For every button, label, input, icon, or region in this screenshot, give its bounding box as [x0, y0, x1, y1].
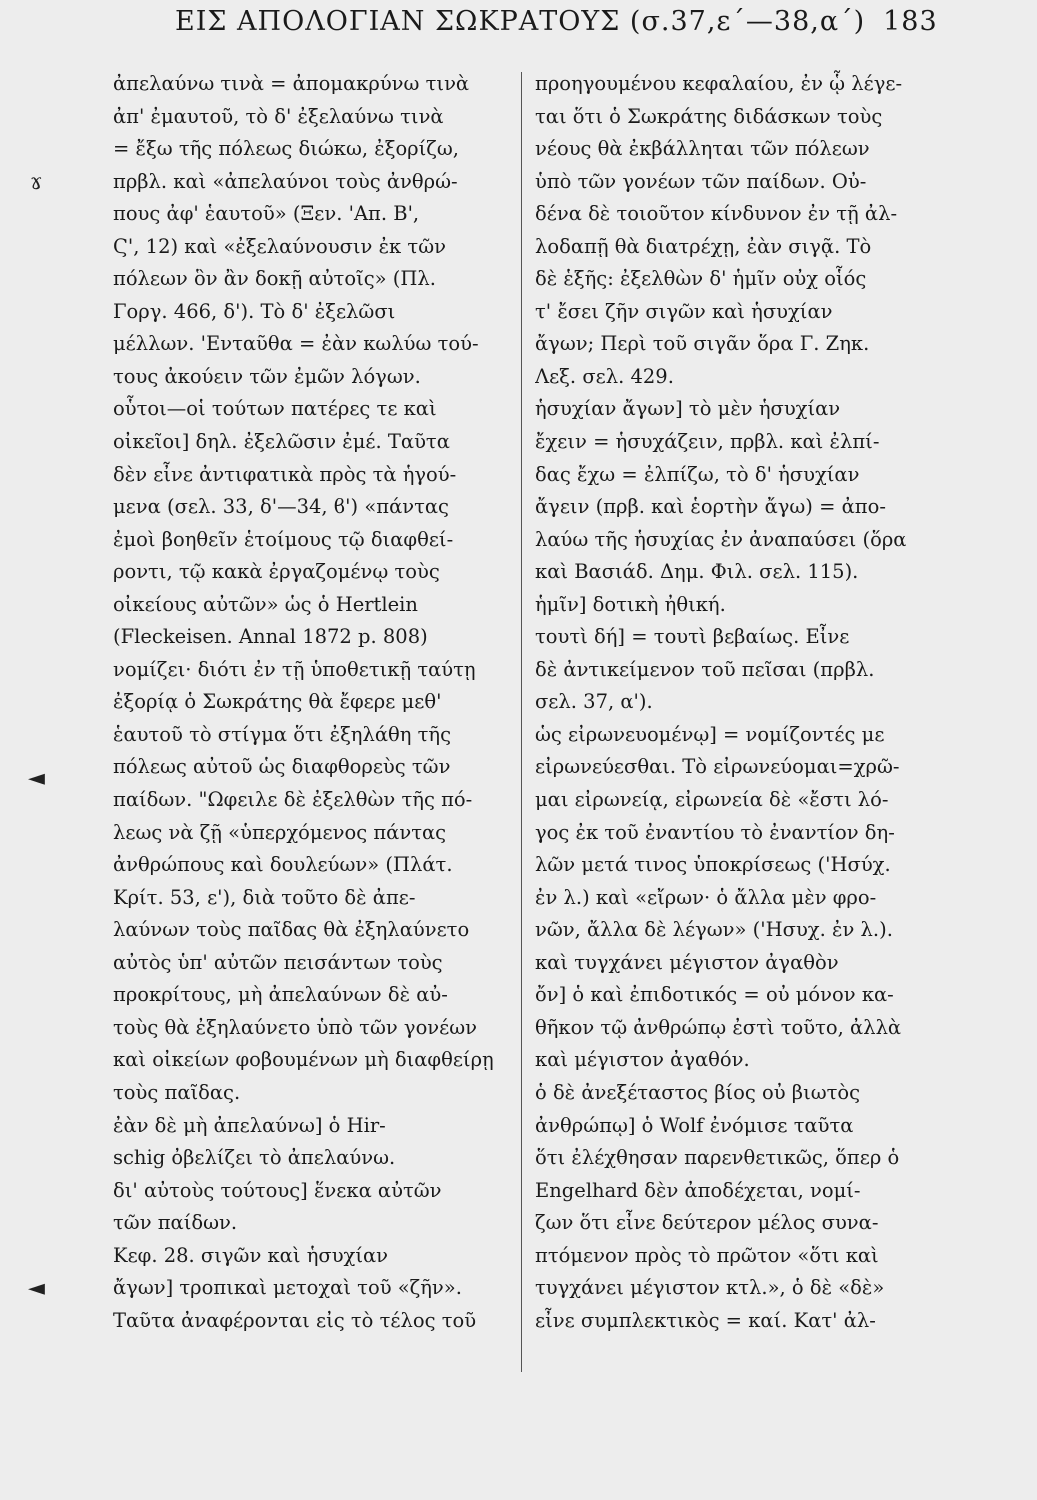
text-line: θῆκον τῷ ἀνθρώπῳ ἐστὶ τοῦτο, ἀλλὰ: [535, 1015, 902, 1039]
text-line: καὶ μέγιστον ἀγαθόν.: [535, 1048, 750, 1072]
column-divider: [521, 72, 522, 1372]
text-line: νομίζει· διότι ἐν τῇ ὑποθετικῇ ταύτῃ: [113, 657, 476, 681]
text-line: νέους θὰ ἐκβάλληται τῶν πόλεων: [535, 137, 870, 161]
margin-mark: ◄: [28, 1276, 45, 1301]
text-line: ἑαυτοῦ τὸ στίγμα ὅτι ἐξηλάθη τῆς: [113, 722, 452, 746]
text-line: προκρίτους, μὴ ἀπελαύνων δὲ αὐ-: [113, 983, 448, 1007]
text-line: Κεφ. 28. σιγῶν καὶ ἡσυχίαν: [113, 1243, 389, 1267]
text-line: Engelhard δὲν ἀποδέχεται, νομί-: [535, 1178, 861, 1202]
text-line: ἐν λ.) καὶ «εἴρων· ὁ ἄλλα μὲν φρο-: [535, 885, 877, 909]
text-line: τ' ἔσει ζῆν σιγῶν καὶ ἡσυχίαν: [535, 299, 833, 323]
text-line: τοὺς παῖδας.: [113, 1080, 241, 1104]
text-line: παίδων. "Ωφειλε δὲ ἐξελθὼν τῆς πό-: [113, 788, 473, 812]
text-line: Ταῦτα ἀναφέρονται εἰς τὸ τέλος τοῦ: [113, 1308, 477, 1332]
text-line: τους ἀκούειν τῶν ἐμῶν λόγων.: [113, 364, 421, 388]
text-line: ἀπ' ἐμαυτοῦ, τὸ δ' ἐξελαύνω τινὰ: [113, 104, 444, 128]
text-line: ἀπελαύνω τινὰ = ἀπομακρύνω τινὰ: [113, 72, 470, 95]
text-line: λεως νὰ ζῇ «ὑπερχόμενος πάντας: [113, 820, 447, 844]
text-line: ἄγων; Περὶ τοῦ σιγᾶν ὅρα Γ. Ζηκ.: [535, 332, 870, 356]
text-line: οἰκεῖοι] δηλ. ἐξελῶσιν ἐμέ. Ταῦτα: [113, 430, 450, 454]
text-line: ἀνθρώπῳ] ὁ Wolf ἐνόμισε ταῦτα: [535, 1113, 854, 1137]
text-line: = ἔξω τῆς πόλεως διώκω, ἐξορίζω,: [113, 137, 459, 161]
text-line: schig ὀβελίζει τὸ ἀπελαύνω.: [113, 1146, 396, 1170]
text-line: ὅτι ἐλέχθησαν παρενθετικῶς, ὅπερ ὁ: [535, 1146, 900, 1170]
text-line: ὑπὸ τῶν γονέων τῶν παίδων. Οὐ-: [535, 169, 867, 193]
margin-mark: ɤ: [30, 170, 43, 195]
text-line: ἄγειν (πρβ. καὶ ἑορτὴν ἄγω) = ἀπο-: [535, 495, 886, 519]
text-line: Γοργ. 466, δ'). Τὸ δ' ἐξελῶσι: [113, 299, 396, 323]
text-line: τυγχάνει μέγιστον κτλ.», ὁ δὲ «δὲ»: [535, 1276, 885, 1300]
text-line: τῶν παίδων.: [113, 1211, 238, 1235]
text-line: οἰκείους αὐτῶν» ὡς ὁ Hertlein: [113, 592, 418, 616]
text-line: δὲ ἀντικείμενον τοῦ πεῖσαι (πρβλ.: [535, 657, 875, 681]
text-line: ὁ δὲ ἀνεξέταστος βίος οὐ βιωτὸς: [535, 1080, 861, 1104]
text-line: γος ἐκ τοῦ ἐναντίου τὸ ἐναντίον δη-: [535, 820, 895, 844]
text-line: λαύνων τοὺς παῖδας θὰ ἐξηλαύνετο: [113, 918, 470, 942]
header-title: ΕΙΣ ΑΠΟΛΟΓΙΑΝ ΣΩΚΡΑΤΟΥΣ (σ.37,ε΄—38,α΄): [175, 6, 866, 37]
text-line: σελ. 37, α').: [535, 690, 653, 714]
text-line: νῶν, ἄλλα δὲ λέγων» ('Ησυχ. ἐν λ.).: [535, 918, 893, 942]
text-line: ἐὰν δὲ μὴ ἀπελαύνω] ὁ Hir-: [113, 1113, 386, 1137]
text-line: τουτὶ δή] = τουτὶ βεβαίως. Εἶνε: [535, 625, 850, 649]
text-line: πρβλ. καὶ «ἀπελαύνοι τοὺς ἀνθρώ-: [113, 169, 458, 193]
text-line: ἐμοὶ βοηθεῖν ἑτοίμους τῷ διαφθεί-: [113, 527, 454, 551]
text-line: δας ἔχω = ἐλπίζω, τὸ δ' ἡσυχίαν: [535, 462, 860, 486]
left-column: [113, 68, 510, 1337]
text-line: εἶνε συμπλεκτικὸς = καί. Κατ' ἀλ-: [535, 1308, 876, 1332]
text-line: Ϛ', 12) καὶ «ἐξελαύνουσιν ἐκ τῶν: [113, 234, 446, 258]
text-line: οὗτοι—οἱ τούτων πατέρες τε καὶ: [113, 397, 437, 421]
text-line: Κρίτ. 53, ε'), διὰ τοῦτο δὲ ἀπε-: [113, 885, 416, 909]
text-line: μαι εἰρωνείᾳ, εἰρωνεία δὲ «ἔστι λό-: [535, 788, 889, 812]
text-line: Λεξ. σελ. 429.: [535, 364, 674, 388]
text-line: ροντι, τῷ κακὰ ἐργαζομένῳ τοὺς: [113, 560, 440, 584]
text-line: ἡμῖν] δοτικὴ ἠθική.: [535, 592, 726, 616]
text-line: καὶ Βασιάδ. Δημ. Φιλ. σελ. 115).: [535, 560, 859, 584]
text-line: ὡς εἰρωνευομένῳ] = νομίζοντές με: [535, 722, 885, 746]
text-line: δι' αὐτοὺς τούτους] ἕνεκα αὐτῶν: [113, 1178, 442, 1202]
running-header: [175, 6, 938, 37]
text-line: δὲ ἑξῆς: ἐξελθὼν δ' ἡμῖν οὐχ οἷός: [535, 267, 867, 291]
text-line: λοδαπῇ θὰ διατρέχῃ, ἐὰν σιγᾷ. Τὸ: [535, 234, 872, 258]
text-line: δένα δὲ τοιοῦτον κίνδυνον ἐν τῇ ἀλ-: [535, 202, 898, 226]
text-line: μέλλων. 'Ενταῦθα = ἐὰν κωλύω τού-: [113, 332, 479, 356]
text-line: καὶ οἰκείων φοβουμένων μὴ διαφθείρῃ: [113, 1048, 494, 1072]
text-line: καὶ τυγχάνει μέγιστον ἀγαθὸν: [535, 950, 839, 974]
margin-mark: ◄: [28, 766, 45, 791]
text-line: προηγουμένου κεφαλαίου, ἐν ᾧ λέγε-: [535, 72, 903, 95]
text-line: ται ὅτι ὁ Σωκράτης διδάσκων τοὺς: [535, 104, 883, 128]
text-line: λῶν μετά τινος ὑποκρίσεως ('Ησύχ.: [535, 853, 891, 877]
text-line: λαύω τῆς ἡσυχίας ἐν ἀναπαύσει (ὅρα: [535, 527, 907, 551]
text-line: εἰρωνεύεσθαι. Τὸ εἰρωνεύομαι=χρῶ-: [535, 755, 900, 779]
right-column: [535, 68, 930, 1337]
text-line: ἀνθρώπους καὶ δουλεύων» (Πλάτ.: [113, 853, 453, 877]
text-line: πτόμενον πρὸς τὸ πρῶτον «ὅτι καὶ: [535, 1243, 879, 1267]
text-line: ζων ὅτι εἶνε δεύτερον μέλος συνα-: [535, 1211, 879, 1235]
text-line: (Fleckeisen. Annal 1872 p. 808): [113, 625, 428, 649]
text-line: πόλεων ὃν ἂν δοκῇ αὐτοῖς» (Πλ.: [113, 267, 436, 291]
text-line: ἔχειν = ἡσυχάζειν, πρβλ. καὶ ἐλπί-: [535, 430, 880, 454]
text-line: ἐξορίᾳ ὁ Σωκράτης θὰ ἔφερε μεθ': [113, 690, 442, 714]
page-number: 183: [883, 6, 938, 37]
text-line: ἄγων] τροπικαὶ μετοχαὶ τοῦ «ζῆν».: [113, 1276, 462, 1300]
text-line: αὐτὸς ὑπ' αὐτῶν πεισάντων τοὺς: [113, 950, 443, 974]
text-line: μενα (σελ. 33, δ'—34, ϐ') «πάντας: [113, 495, 449, 519]
text-line: πους ἀφ' ἑαυτοῦ» (Ξεν. 'Απ. Β',: [113, 202, 420, 226]
text-line: ἡσυχίαν ἄγων] τὸ μὲν ἡσυχίαν: [535, 397, 841, 421]
text-line: δὲν εἶνε ἀντιφατικὰ πρὸς τὰ ἡγού-: [113, 462, 457, 486]
text-line: ὄν] ὁ καὶ ἐπιδοτικός = οὐ μόνον κα-: [535, 983, 894, 1007]
text-line: τοὺς θὰ ἐξηλαύνετο ὑπὸ τῶν γονέων: [113, 1015, 478, 1039]
text-line: πόλεως αὐτοῦ ὡς διαφθορεὺς τῶν: [113, 755, 451, 779]
